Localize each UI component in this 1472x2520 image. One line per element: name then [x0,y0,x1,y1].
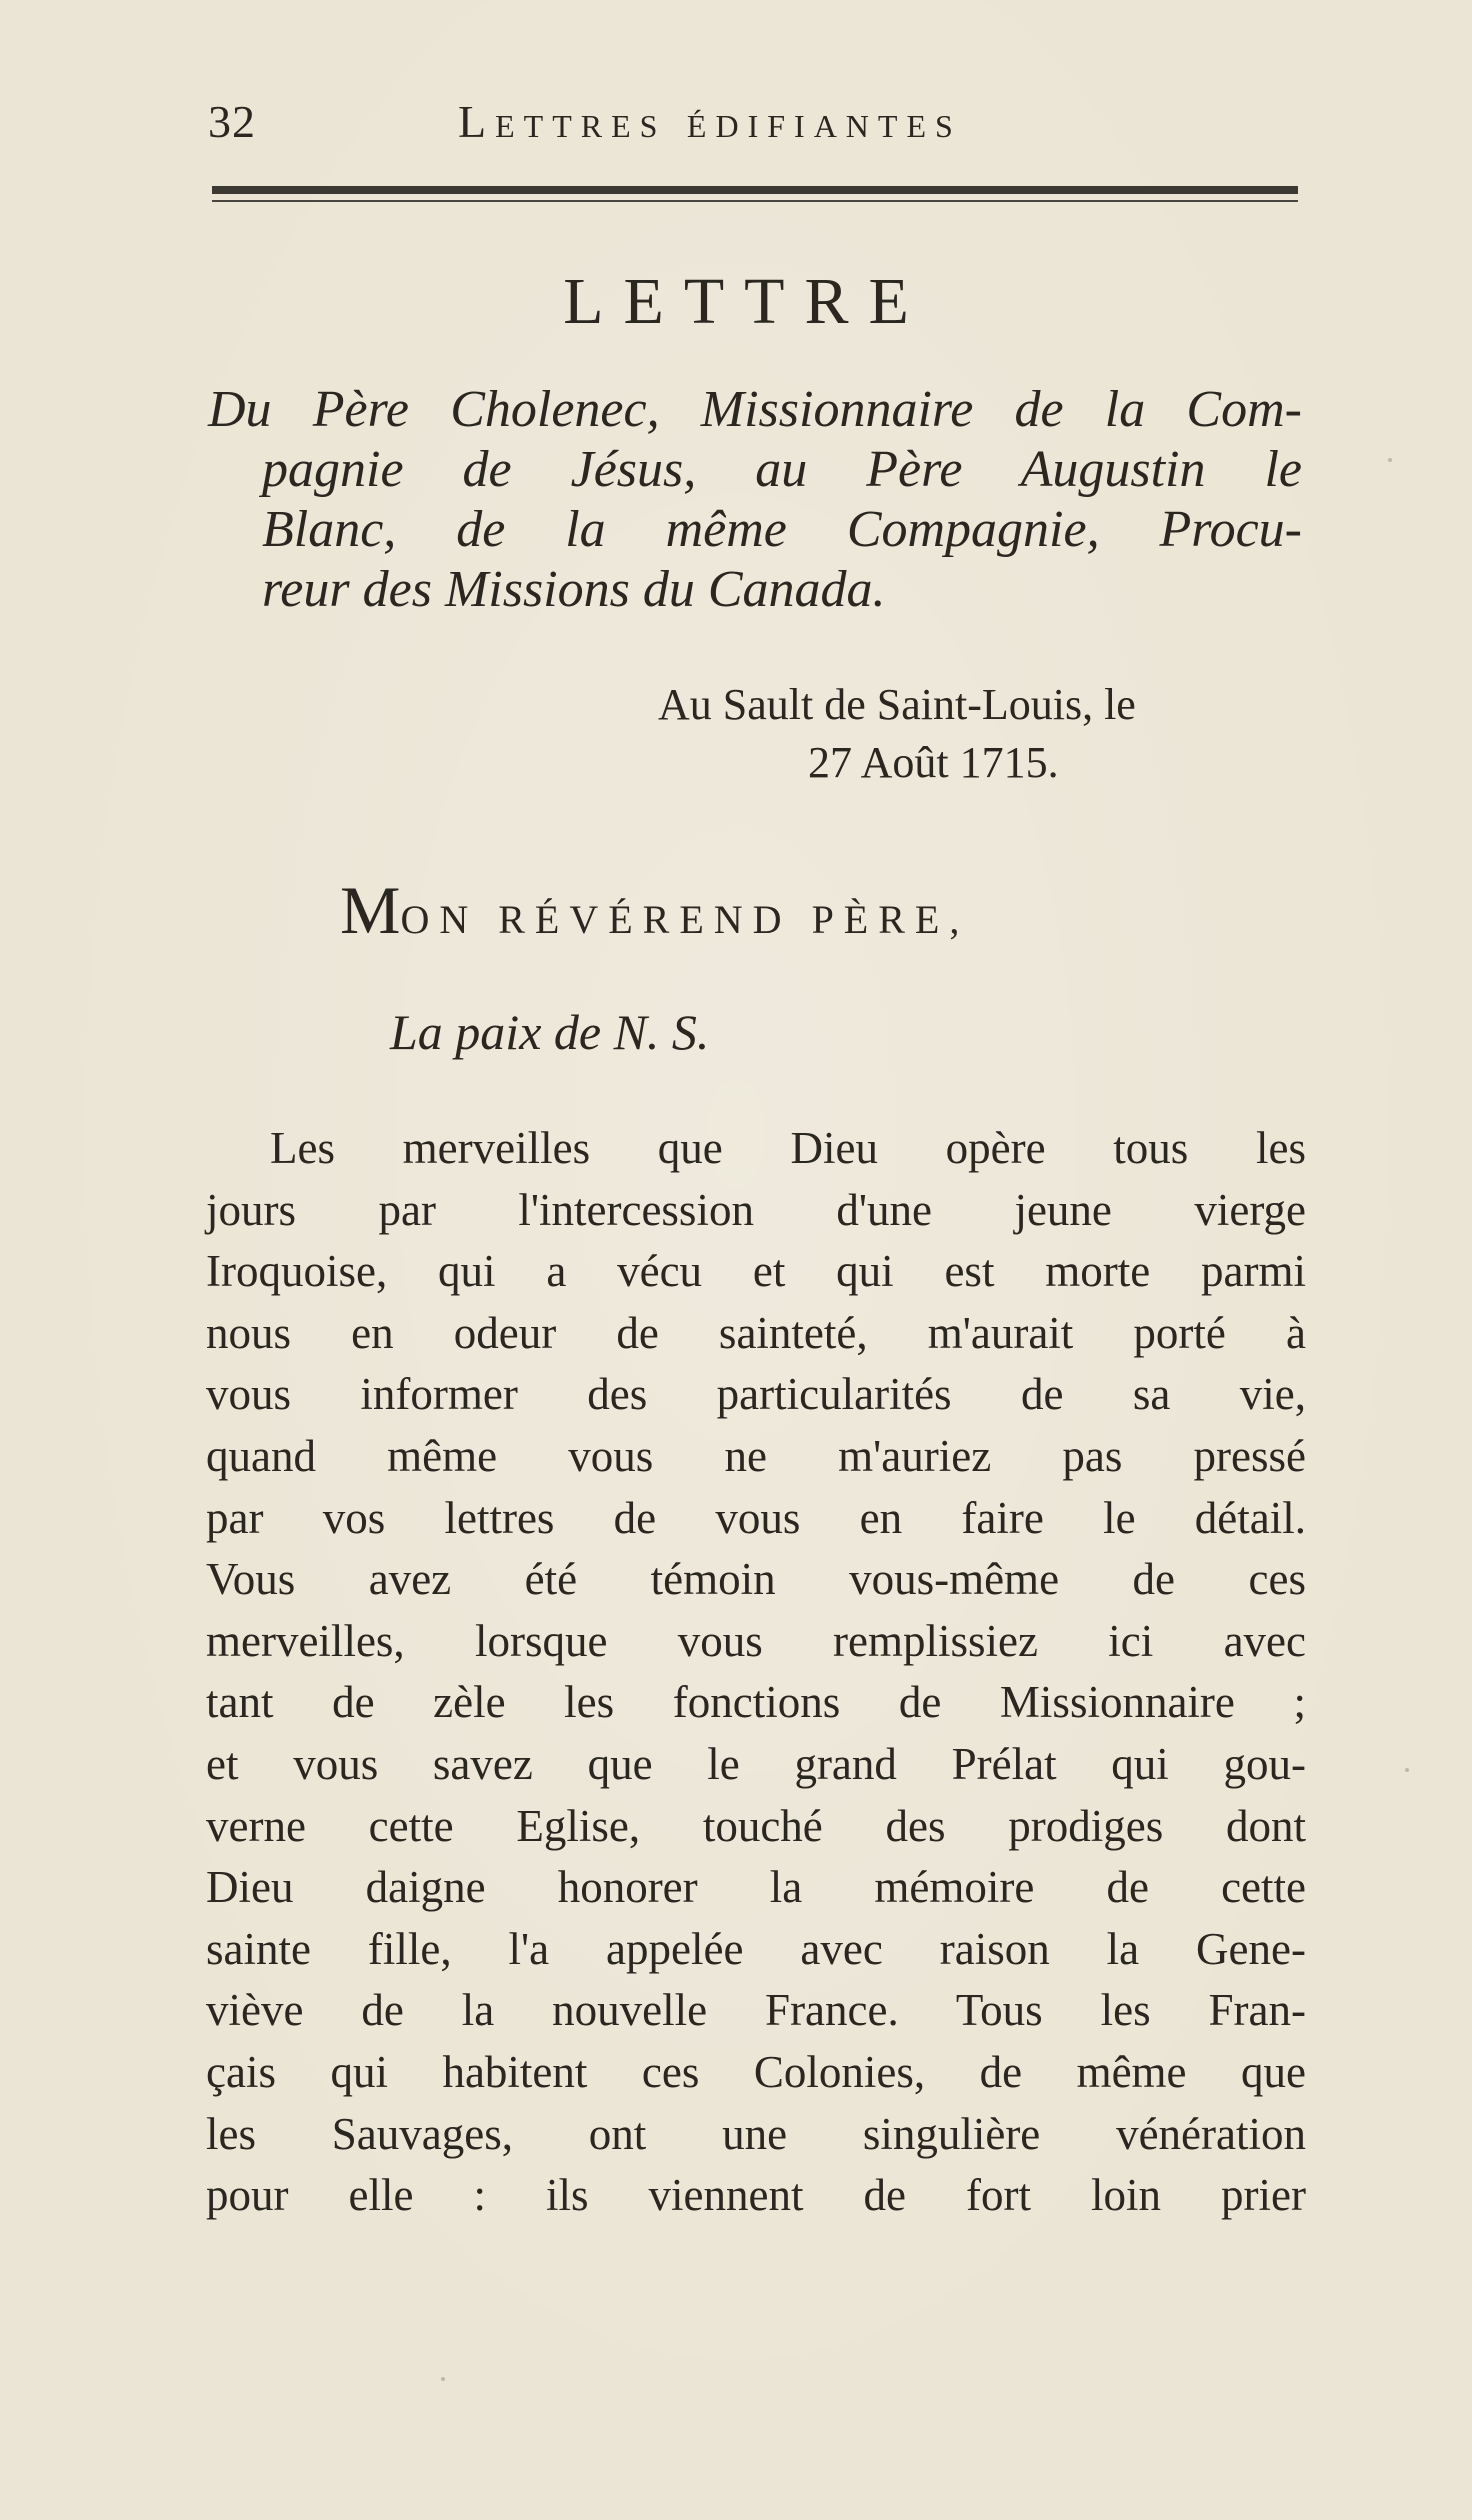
body-line: viève de la nouvelle France. Tous les Fran- [206,1985,1306,2036]
subtitle-line: pagnie de Jésus, au Père Augustin le [262,441,1302,498]
body-line: les Sauvages, ont une singulière vénération [206,2108,1306,2159]
body-line: jours par l'intercession d'une jeune vierge [206,1184,1306,1235]
subtitle-line: Du Père Cholenec, Missionnaire de la Com- [208,381,1302,438]
greeting: La paix de N. S. [390,1004,710,1060]
subtitle-line: Blanc, de la même Compagnie, Procu- [262,501,1302,558]
letter-title: LETTRE [563,265,929,338]
body-text [206,1118,1306,2227]
body-line: et vous savez que le grand Prélat qui gou- [206,1738,1306,1789]
running-head-title: Lettres édifiantes [458,96,962,147]
subtitle-line: reur des Missions du Canada. [262,561,886,618]
dateline-date: 27 Août 1715. [808,738,1059,787]
salutation-rest: ON RÉVÉREND PÈRE, [400,897,970,942]
running-head [208,92,1298,152]
paper-speck [441,2377,445,2381]
body-line: verne cette Eglise, touché des prodiges dont [206,1800,1306,1851]
header-rule-thin [212,200,1298,202]
body-line: par vos lettres de vous en faire le détail. [206,1492,1306,1543]
body-line: çais qui habitent ces Colonies, de même que [206,2046,1306,2097]
body-line: Vous avez été témoin vous-même de ces [206,1554,1306,1605]
body-line: sainte fille, l'a appelée avec raison la Gene- [206,1923,1306,1974]
dateline-place: Au Sault de Saint-Louis, le [658,680,1136,729]
paper-speck [1405,1768,1409,1772]
body-line: nous en odeur de sainteté, m'aurait porté à [206,1307,1306,1358]
paper-speck [1388,458,1392,462]
header-rule-thick [212,186,1298,194]
body-line: Les merveilles que Dieu opère tous les [270,1123,1306,1173]
letter-subtitle [208,380,1308,620]
body-line: quand même vous ne m'auriez pas pressé [206,1430,1306,1481]
page-number: 32 [208,96,256,147]
salutation [340,870,1240,950]
body-line: merveilles, lorsque vous remplissiez ici avec [206,1615,1306,1666]
salutation-initial: M [340,872,401,948]
body-line: tant de zèle les fonctions de Missionnaire ; [206,1677,1306,1728]
body-line: Dieu daigne honorer la mémoire de cette [206,1862,1306,1913]
body-line: pour elle : ils viennent de fort loin prier [206,2170,1306,2221]
body-line: vous informer des particularités de sa vie, [206,1369,1306,1420]
dateline [658,676,1308,792]
body-line: Iroquoise, qui a vécu et qui est morte parmi [206,1246,1306,1297]
